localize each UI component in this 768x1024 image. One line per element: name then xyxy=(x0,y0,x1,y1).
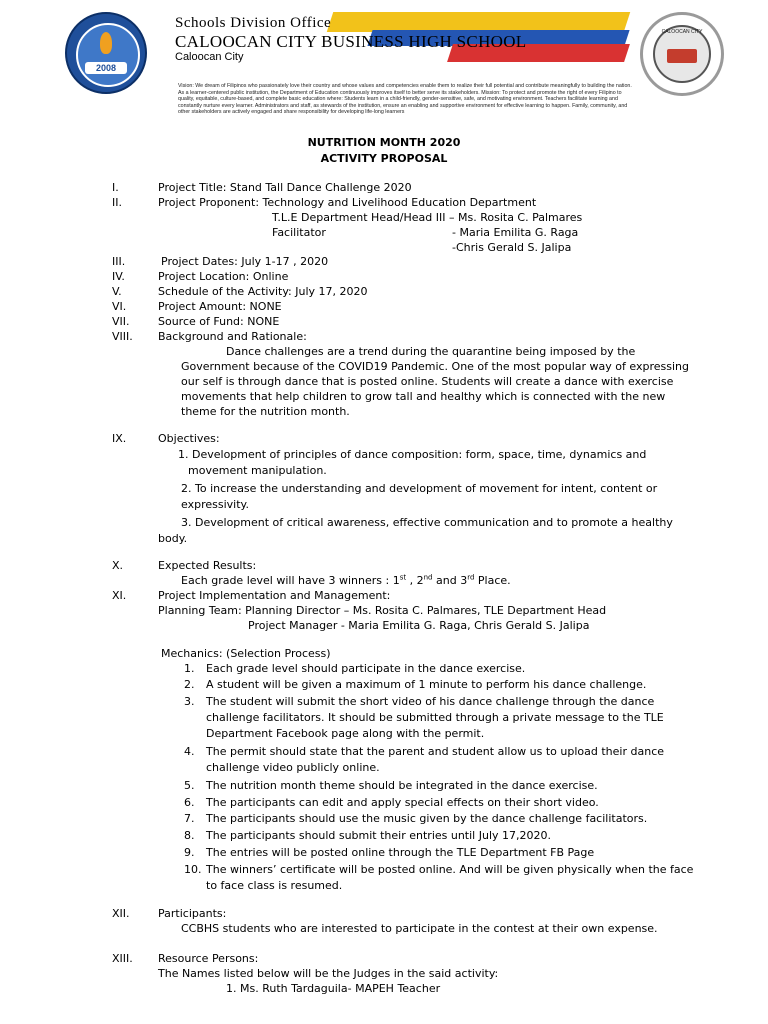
mechanic-line: The student will submit the short video of his dance challenge through the dance xyxy=(206,695,655,708)
mechanic-number: 10. xyxy=(184,863,202,876)
section-number: IV. xyxy=(112,270,125,283)
section-number: X. xyxy=(112,559,124,572)
mechanic-line: challenge facilitators. It should be submitted through a private message to the TLE xyxy=(206,711,664,724)
mechanic-line: A student will be given a maximum of 1 minute to perform his dance challenge. xyxy=(206,678,647,691)
mechanic-number: 8. xyxy=(184,829,195,842)
participants-heading: Participants: xyxy=(158,907,227,920)
torch-flame-icon xyxy=(100,32,112,54)
project-title: Project Title: Stand Tall Dance Challenge 2020 xyxy=(158,181,412,194)
rationale-line: Government because of the COVID19 Pandemic. One of the most popular way of expressing xyxy=(181,360,689,373)
project-manager: Project Manager - Maria Emilita G. Raga, Chris Gerald S. Jalipa xyxy=(248,619,590,632)
ordinal-suffix: rd xyxy=(467,573,475,582)
resource-persons-heading: Resource Persons: xyxy=(158,952,259,965)
project-amount: Project Amount: NONE xyxy=(158,300,282,313)
source-of-fund: Source of Fund: NONE xyxy=(158,315,280,328)
objective-line: 3. Development of critical awareness, effective communication and to promote a healthy xyxy=(181,516,673,529)
facilitator-label: Facilitator xyxy=(272,226,326,239)
seal-label: CALOOCAN CITY xyxy=(661,29,703,35)
section-number: XI. xyxy=(112,589,127,602)
mechanic-line: The nutrition month theme should be integrated in the dance exercise. xyxy=(206,779,598,792)
rationale-line: theme for the nutrition month. xyxy=(181,405,350,418)
ordinal-suffix: st xyxy=(399,573,407,582)
mechanic-number: 9. xyxy=(184,846,195,859)
section-number: XIII. xyxy=(112,952,133,965)
division-office-title: Schools Division Office xyxy=(175,15,332,31)
doc-title: NUTRITION MONTH 2020 xyxy=(307,136,461,149)
section-number: VI. xyxy=(112,300,127,313)
mechanic-number: 6. xyxy=(184,796,195,809)
banner-stripe-yellow xyxy=(327,12,630,32)
participants-body: CCBHS students who are interested to participate in the contest at their own expense. xyxy=(181,922,658,935)
school-city: Caloocan City xyxy=(175,51,244,63)
section-number: III. xyxy=(112,255,126,268)
doc-subtitle: ACTIVITY PROPOSAL xyxy=(320,152,448,165)
school-name: CALOOCAN CITY BUSINESS HIGH SCHOOL xyxy=(175,32,527,51)
resource-persons-body: The Names listed below will be the Judges in the said activity: xyxy=(158,967,499,980)
book-icon xyxy=(667,49,697,63)
project-proponent: Project Proponent: Technology and Livelihood Education Department xyxy=(158,196,537,209)
implementation-heading: Project Implementation and Management: xyxy=(158,589,391,602)
section-number: I. xyxy=(112,181,119,194)
mechanics-heading: Mechanics: (Selection Process) xyxy=(161,647,331,660)
rationale-line: our self is through dance that is posted online. Students will create a dance with exercise xyxy=(181,375,674,388)
seal-inner xyxy=(653,25,711,83)
project-location: Project Location: Online xyxy=(158,270,289,283)
section-number: VIII. xyxy=(112,330,133,343)
school-seal-left xyxy=(65,12,147,94)
department-head: T.L.E Department Head/Head III – Ms. Rosita C. Palmares xyxy=(272,211,583,224)
objective-line: 2. To increase the understanding and development of movement for intent, content or xyxy=(181,482,658,495)
expected-results-heading: Expected Results: xyxy=(158,559,257,572)
vision-mission-statement: Vision: We dream of Filipinos who passionately love their country and whose values and competencies enable them to realize their full potential and contribute meaningfully to building the nation. As a learner-centered public institution, the Department of Education continuously improves itself to better serve its stakeholders. Mission: To protect and promote the right of every Filipino to quality, equitable, culture-based, and complete basic education where: Students learn in a child-friendly, gender-sensitive, safe, and motivating environment. Teachers facilitate learning and constantly nurture every learner. Administrators and staff, as stewards of the institution, ensure an enabling and supportive environment for effective learning to happen. Family, community, and other stakeholders are actively engaged and share responsibility for developing life-long learners xyxy=(178,83,632,115)
facilitator-1: - Maria Emilita G. Raga xyxy=(452,226,579,239)
mechanic-line: Each grade level should participate in the dance exercise. xyxy=(206,662,526,675)
section-number: IX. xyxy=(112,432,127,445)
mechanic-number: 3. xyxy=(184,695,195,708)
mechanic-number: 2. xyxy=(184,678,195,691)
objectives-heading: Objectives: xyxy=(158,432,220,445)
mechanic-line: to face class is resumed. xyxy=(206,879,343,892)
section-number: XII. xyxy=(112,907,130,920)
mechanic-number: 1. xyxy=(184,662,195,675)
mechanic-line: The participants should use the music given by the dance challenge facilitators. xyxy=(206,812,648,825)
mechanic-number: 4. xyxy=(184,745,195,758)
section-number: II. xyxy=(112,196,122,209)
section-number: V. xyxy=(112,285,122,298)
mechanic-line: The winners’ certificate will be posted online. And will be given physically when the face xyxy=(206,863,694,876)
background-heading: Background and Rationale: xyxy=(158,330,307,343)
results-text: Each grade level will have 3 winners : 1 xyxy=(181,574,400,587)
school-seal-right xyxy=(640,12,724,96)
facilitator-2: -Chris Gerald S. Jalipa xyxy=(452,241,572,254)
mechanic-line: Department Facebook page along with the permit. xyxy=(206,727,485,740)
objective-line: movement manipulation. xyxy=(188,464,327,477)
objective-line: expressivity. xyxy=(181,498,249,511)
results-text: Place. xyxy=(474,574,511,587)
mechanic-number: 7. xyxy=(184,812,195,825)
seal-year: 2008 xyxy=(85,62,127,74)
project-dates: Project Dates: July 1-17 , 2020 xyxy=(161,255,329,268)
activity-schedule: Schedule of the Activity: July 17, 2020 xyxy=(158,285,368,298)
section-number: VII. xyxy=(112,315,130,328)
judge-item: 1. Ms. Ruth Tardaguila- MAPEH Teacher xyxy=(226,982,441,995)
mechanic-line: The participants can edit and apply special effects on their short video. xyxy=(206,796,599,809)
objective-line: body. xyxy=(158,532,188,545)
mechanic-line: The permit should state that the parent and student allow us to upload their dance xyxy=(206,745,665,758)
planning-team: Planning Team: Planning Director – Ms. Rosita C. Palmares, TLE Department Head xyxy=(158,604,607,617)
results-text: and 3 xyxy=(432,574,468,587)
mechanic-number: 5. xyxy=(184,779,195,792)
mechanic-line: The entries will be posted online through the TLE Department FB Page xyxy=(206,846,595,859)
objective-line: 1. Development of principles of dance composition: form, space, time, dynamics and xyxy=(178,448,647,461)
mechanic-line: challenge video publicly online. xyxy=(206,761,380,774)
rationale-line: Dance challenges are a trend during the quarantine being imposed by the xyxy=(226,345,636,358)
mechanic-line: The participants should submit their entries until July 17,2020. xyxy=(206,829,551,842)
results-text: , 2 xyxy=(406,574,424,587)
ordinal-suffix: nd xyxy=(423,573,433,582)
rationale-line: movements that help children to grow tall and healthy which is connected with the new xyxy=(181,390,666,403)
